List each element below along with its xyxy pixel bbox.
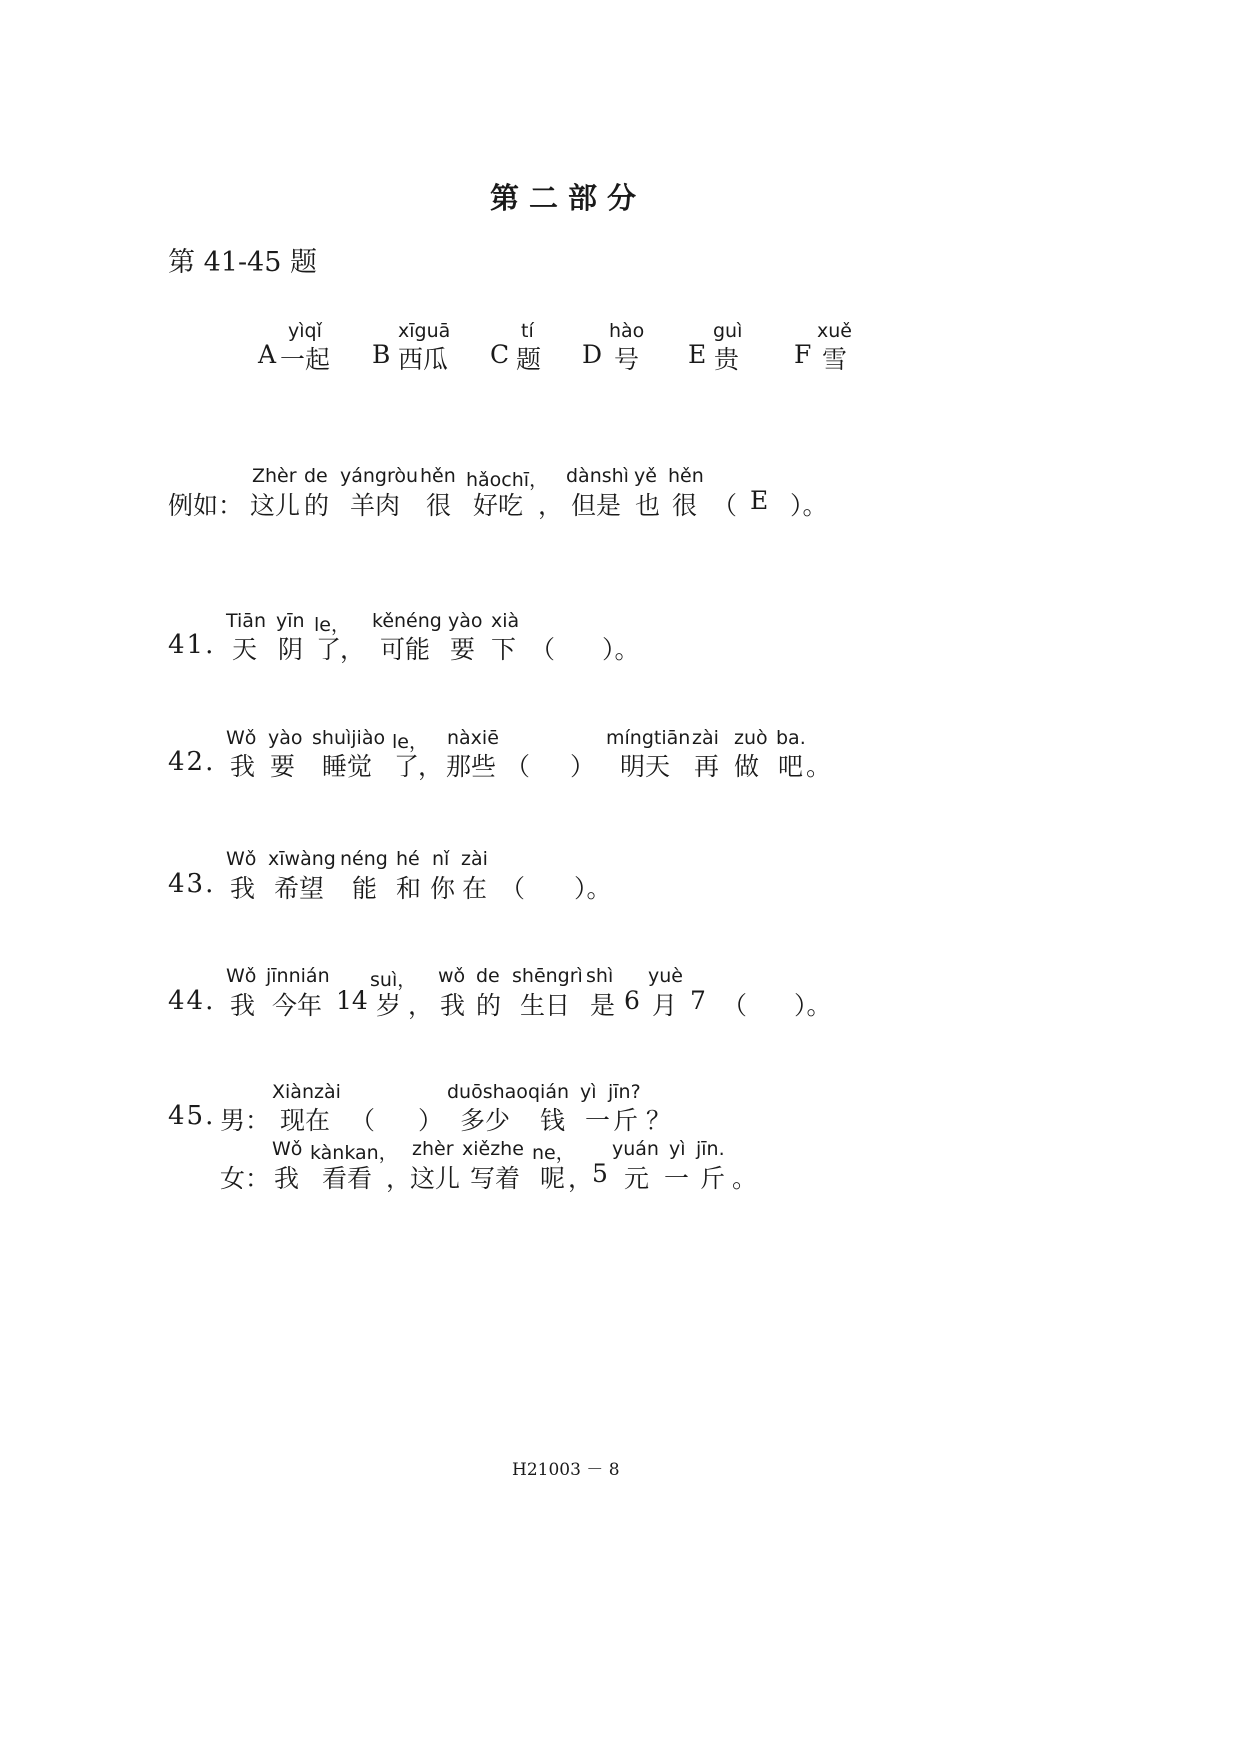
pinyin: le，	[314, 614, 350, 636]
word: 睡觉	[322, 752, 373, 781]
word: 我	[440, 991, 466, 1020]
word: （	[722, 991, 748, 1020]
question-number: 42.	[168, 747, 216, 777]
pinyin: jīn.	[696, 1138, 725, 1160]
pinyin: jīnnián	[266, 965, 330, 987]
pinyin: yì	[580, 1081, 597, 1103]
word: 但是	[571, 491, 622, 520]
option-f-letter: F	[794, 340, 812, 369]
pinyin: de	[476, 965, 500, 987]
word: 下	[491, 635, 517, 664]
question-number: 45.	[168, 1101, 216, 1131]
pinyin: kànkan，	[310, 1142, 398, 1164]
word: 写着	[470, 1164, 521, 1193]
word: 羊肉	[350, 491, 401, 520]
pinyin: zuò	[734, 727, 768, 749]
pinyin: hěn	[420, 465, 456, 487]
pinyin: yě	[634, 465, 657, 487]
word: ）。	[790, 491, 828, 520]
section-title: 第二部分	[490, 181, 647, 215]
word: 很	[426, 491, 452, 520]
pinyin: Wǒ	[226, 727, 257, 749]
word: 元	[624, 1164, 650, 1193]
word: ，	[386, 1164, 412, 1193]
option-a-word: 一起	[280, 345, 331, 374]
pinyin: shuìjiào	[312, 727, 386, 749]
option-d-pinyin: hào	[609, 320, 645, 342]
word: （	[350, 1106, 376, 1135]
word: 很	[672, 491, 698, 520]
word: 5	[592, 1159, 608, 1188]
word: 和	[396, 874, 422, 903]
word: 一	[664, 1164, 690, 1193]
pinyin: yào	[448, 610, 483, 632]
word: 再	[694, 752, 720, 781]
option-a-letter: A	[258, 340, 277, 369]
word: ，	[538, 491, 564, 520]
pinyin: Zhèr	[252, 465, 297, 487]
word: （	[505, 752, 531, 781]
word: ）。	[602, 635, 640, 664]
page-footer: H21003 － 8	[512, 1460, 620, 1480]
pinyin: Wǒ	[226, 965, 257, 987]
pinyin: zhèr	[412, 1138, 454, 1160]
pinyin: le，	[392, 731, 428, 753]
word: 明天	[620, 752, 671, 781]
pinyin: ne，	[532, 1142, 575, 1164]
option-d-word: 号	[614, 345, 640, 374]
pinyin: yuè	[648, 965, 683, 987]
word: 吧	[778, 752, 804, 781]
word: ？	[646, 1106, 672, 1135]
option-d-letter: D	[582, 340, 603, 369]
word: 。	[806, 752, 832, 781]
word: 斤	[700, 1164, 726, 1193]
word: 多少	[460, 1106, 511, 1135]
word: 了	[316, 635, 342, 664]
pinyin: Xiànzài	[272, 1081, 341, 1103]
word: 也	[635, 491, 661, 520]
word: 做	[734, 752, 760, 781]
word: 。	[732, 1164, 758, 1193]
word: 一	[585, 1106, 611, 1135]
word: ，	[340, 635, 366, 664]
word: ）。	[574, 874, 612, 903]
pinyin: Wǒ	[272, 1138, 303, 1160]
pinyin: duōshao	[447, 1081, 528, 1103]
word: 这儿	[410, 1164, 461, 1193]
word: 要	[450, 635, 476, 664]
word: 阴	[278, 635, 304, 664]
pinyin: yīn	[276, 610, 305, 632]
example-label: 例如：	[168, 491, 244, 520]
word: 看看	[322, 1164, 373, 1193]
pinyin: yào	[268, 727, 303, 749]
option-a-pinyin: yìqǐ	[288, 320, 322, 342]
pinyin: shēngrì	[512, 965, 583, 987]
word: 是	[590, 991, 616, 1020]
word: 我	[230, 874, 256, 903]
word: ）	[418, 1106, 444, 1135]
pinyin: de	[304, 465, 328, 487]
pinyin: wǒ	[438, 965, 466, 987]
option-c-pinyin: tí	[521, 320, 534, 342]
pinyin: xià	[491, 610, 520, 632]
word: ）。	[794, 991, 832, 1020]
word: 6	[624, 986, 640, 1015]
word: （	[712, 491, 738, 520]
pinyin: zài	[461, 848, 488, 870]
pinyin: yuán	[612, 1138, 659, 1160]
pinyin: hǎochī，	[466, 469, 549, 491]
option-f-word: 雪	[822, 345, 848, 374]
word: 的	[476, 991, 502, 1020]
pinyin: néng	[340, 848, 388, 870]
pinyin: xiězhe	[462, 1138, 524, 1160]
word: 14	[336, 986, 368, 1015]
word: 要	[270, 752, 296, 781]
word: 可能	[380, 635, 431, 664]
word: 希望	[274, 874, 325, 903]
word: ，	[568, 1164, 594, 1193]
word: 今年	[272, 991, 323, 1020]
word: 的	[304, 491, 330, 520]
pinyin: nàxiē	[447, 727, 499, 749]
word: 生日	[520, 991, 571, 1020]
pinyin: kěnéng	[372, 610, 442, 632]
word: ，	[408, 991, 434, 1020]
word: 好吃	[473, 491, 524, 520]
option-e-pinyin: guì	[713, 320, 743, 342]
question-number: 43.	[168, 869, 216, 899]
pinyin: Wǒ	[226, 848, 257, 870]
option-b-word: 西瓜	[398, 345, 449, 374]
pinyin: xīwàng	[268, 848, 336, 870]
option-c-letter: C	[490, 340, 510, 369]
speaker-male-label: 男：	[220, 1106, 271, 1135]
word: ，	[418, 752, 444, 781]
pinyin: dànshì	[566, 465, 629, 487]
pinyin: shì	[586, 965, 614, 987]
question-number: 44.	[168, 986, 216, 1016]
pinyin: Tiān	[226, 610, 266, 632]
word: 那些	[446, 752, 497, 781]
word: 我	[274, 1164, 300, 1193]
pinyin: jīn?	[608, 1081, 641, 1103]
word: 我	[230, 991, 256, 1020]
pinyin: qián	[528, 1081, 570, 1103]
option-b-pinyin: xīguā	[398, 320, 451, 342]
word: 天	[232, 635, 258, 664]
word: 岁	[376, 991, 402, 1020]
pinyin: suì，	[370, 969, 417, 991]
pinyin: ba.	[776, 727, 806, 749]
word: 了	[394, 752, 420, 781]
word: ）	[570, 752, 596, 781]
pinyin: míngtiān	[606, 727, 691, 749]
word: 能	[352, 874, 378, 903]
word: 我	[230, 752, 256, 781]
example-answer: E	[750, 486, 769, 515]
option-c-word: 题	[516, 345, 542, 374]
word: 钱	[540, 1106, 566, 1135]
pinyin: hé	[396, 848, 420, 870]
word: 月	[652, 991, 678, 1020]
question-range: 第 41-45 题	[168, 247, 318, 278]
option-f-pinyin: xuě	[817, 320, 852, 342]
word: 斤	[613, 1106, 639, 1135]
word: 现在	[280, 1106, 331, 1135]
option-e-letter: E	[688, 340, 707, 369]
word: 你	[430, 874, 456, 903]
word: （	[500, 874, 526, 903]
word: 这儿	[250, 491, 301, 520]
question-number: 41.	[168, 630, 216, 660]
pinyin: yì	[669, 1138, 686, 1160]
word: 呢	[540, 1164, 566, 1193]
speaker-female-label: 女：	[220, 1164, 271, 1193]
word: 在	[462, 874, 488, 903]
pinyin: zài	[692, 727, 719, 749]
pinyin: yángròu	[340, 465, 419, 487]
pinyin: nǐ	[432, 848, 450, 870]
word: （	[530, 635, 556, 664]
pinyin: hěn	[668, 465, 704, 487]
word: 7	[690, 986, 706, 1015]
option-b-letter: B	[372, 340, 391, 369]
option-e-word: 贵	[714, 345, 740, 374]
